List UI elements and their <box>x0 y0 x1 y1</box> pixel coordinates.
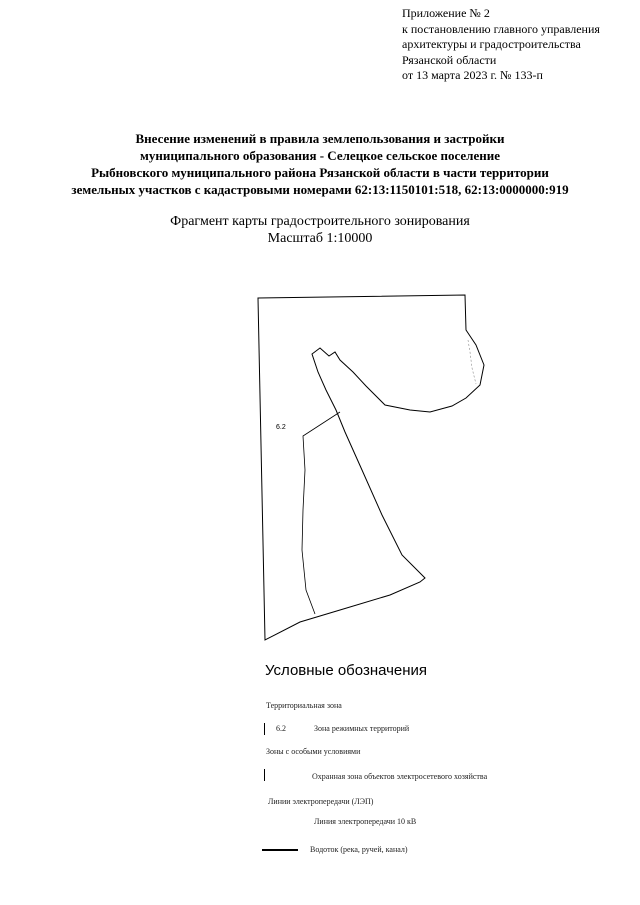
legend-zone-swatch <box>264 723 265 735</box>
legend-zone-code: 6.2 <box>276 724 286 733</box>
legend-special-zones-header: Зоны с особыми условиями <box>266 747 361 756</box>
legend-power-lines-header: Линии электропередачи (ЛЭП) <box>268 797 374 806</box>
zone-label: 6.2 <box>276 424 286 431</box>
map-fragment-caption: Фрагмент карты градостроительного зонирования <box>170 214 470 229</box>
legend-water-item: Водоток (река, ручей, канал) <box>310 845 408 854</box>
title-line: Внесение изменений в правила землепользования и застройки <box>135 131 505 146</box>
legend-water-swatch <box>262 849 298 851</box>
appendix-line: архитектуры и градостроительства <box>402 37 581 51</box>
watercourse-line <box>468 340 476 384</box>
zone-boundary <box>258 295 484 640</box>
legend-title: Условные обозначения <box>265 662 428 679</box>
legend-zone-name: Зона режимных территорий <box>314 724 410 733</box>
legend-protection-swatch <box>264 769 265 781</box>
title-line: земельных участков с кадастровыми номерами 62:13:1150101:518, 62:13:0000000:919 <box>71 182 569 197</box>
legend-territorial-zone-header: Территориальная зона <box>266 701 342 710</box>
appendix-line: к постановлению главного управления <box>402 21 600 36</box>
appendix-line: от 13 марта 2023 г. № 133-п <box>402 68 543 82</box>
title-line: муниципального образования - Селецкое сельское поселение <box>139 148 500 163</box>
map-scale: Масштаб 1:10000 <box>267 231 373 246</box>
legend-power-line-item: Линия электропередачи 10 кВ <box>314 817 417 826</box>
inner-boundary-line <box>302 412 340 614</box>
appendix-line: Рязанской области <box>402 52 497 67</box>
appendix-line: Приложение № 2 <box>402 6 490 20</box>
title-line: Рыбновского муниципального района Рязанской области в части территории <box>91 165 549 180</box>
legend-protection-zone: Охранная зона объектов электросетевого хозяйства <box>312 772 488 781</box>
